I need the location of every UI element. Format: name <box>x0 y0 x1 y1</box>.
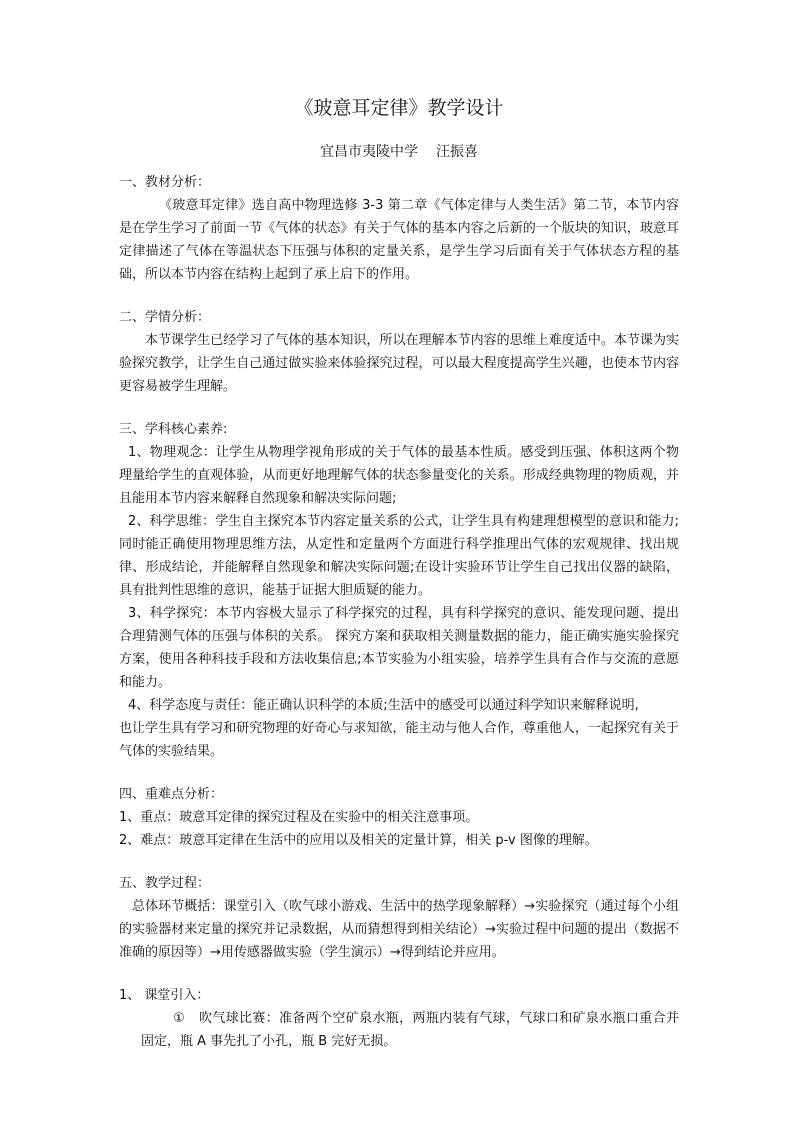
difficult-point: 2、难点：玻意耳定律在生活中的应用以及相关的定量计算，相关 p-v 图像的理解。 <box>119 832 598 848</box>
intro-activity-text: 吹气球比赛：准备两个空矿泉水瓶，两瓶内装有气球，气球口和矿泉水瓶口重合并固定，瓶 A 事先扎了小孔，瓶 B 完好无损。 <box>141 1010 679 1049</box>
literacy-tail: 也让学生具有学习和研究物理的好奇心与求知欲，能主动与他人合作，尊重他人，一起探究有关于气体的实验结果。 <box>119 720 679 759</box>
document-body <box>119 96 679 1053</box>
author-line <box>119 143 679 161</box>
literacy-item-scientific-inquiry: 3、科学探究：本节内容极大显示了科学探究的过程，具有科学探究的意识、能发现问题、提出合理猜测气体的压强与体积的关系。 探究方案和获取相关测量数据的能力，能正确实施实验探究方案，使用各种科技手段和方法收集信息;本节实验为小组实验，培养学生具有合作与交流的意愿和能力。 <box>119 605 679 690</box>
literacy-item-scientific-thinking: 2、科学思维：学生自主探究本节内容定量关系的公式，让学生具有构建理想模型的意识和能力;同时能正确使用物理思维方法，从定性和定量两个方面进行科学推理出气体的宏观规律、找出规律、形成结论，并能解释自然现象和解决实际问题;在设计实验环节让学生自己找出仪器的缺陷，具有批判性思维的意识，能基于证据大胆质疑的能力。 <box>119 513 679 598</box>
section-heading-students: 二、学情分析： <box>119 309 211 325</box>
literacy-item-attitude: 4、科学态度与责任：能正确认识科学的本质;生活中的感受可以通过科学知识来解释说明, <box>128 697 639 713</box>
section-heading-key-points: 四、重难点分析： <box>119 786 224 802</box>
document-title: 《玻意耳定律》教学设计 <box>294 97 504 119</box>
paragraph-students: 本节课学生已经学习了气体的基本知识，所以在理解本节内容的思维上难度适中。本节课为实验探究教学，让学生自己通过做实验来体验探究过程，可以最大程度提高学生兴趣，也使本节内容更容易被学生理解。 <box>119 332 679 394</box>
intro-activity <box>119 1007 679 1053</box>
subsection-heading-intro: 1、 课堂引入： <box>119 987 210 1003</box>
circled-number-one: ① <box>173 1010 185 1026</box>
section-heading-process: 五、教学过程： <box>119 875 211 891</box>
author-name: 汪振喜 <box>436 143 478 160</box>
paragraph-textbook: 《玻意耳定律》选自高中物理选修 3-3 第二章《气体定律与人类生活》第二节，本节内容是在学生学习了前面一节《气体的状态》有关于气体的基本内容之后新的一个版块的知识，玻意耳定律描述了气体在等温状态下压强与体积的定量关系，是学生学习后面有关于气体状态方程的基础，所以本节内容在结构上起到了承上启下的作用。 <box>119 197 679 282</box>
literacy-item-physics-concept: 1、物理观念：让学生从物理学视角形成的关于气体的最基本性质。感受到压强、体积这两个物理量给学生的直观体验，从而更好地理解气体的状态参量变化的关系。形成经典物理的物质观，并且能用本节内容来解释自然现象和解决实际问题; <box>119 444 679 506</box>
section-heading-literacy: 三、学科核心素养: <box>119 421 228 437</box>
author-school: 宜昌市夷陵中学 <box>320 143 418 160</box>
process-overview: 总体环节概括：课堂引入（吹气球小游戏、生活中的热学现象解释）→实验探究（通过每个小组的实验器材来定量的探究并记录数据，从而猜想得到相关结论）→实验过程中问题的提出（数据不准确的原因等）→用传感器做实验（学生演示）→得到结论并应用。 <box>119 898 679 960</box>
key-point: 1、重点：玻意耳定律的探究过程及在实验中的相关注意事项。 <box>119 809 479 825</box>
section-heading-textbook: 一、教材分析： <box>119 174 211 190</box>
